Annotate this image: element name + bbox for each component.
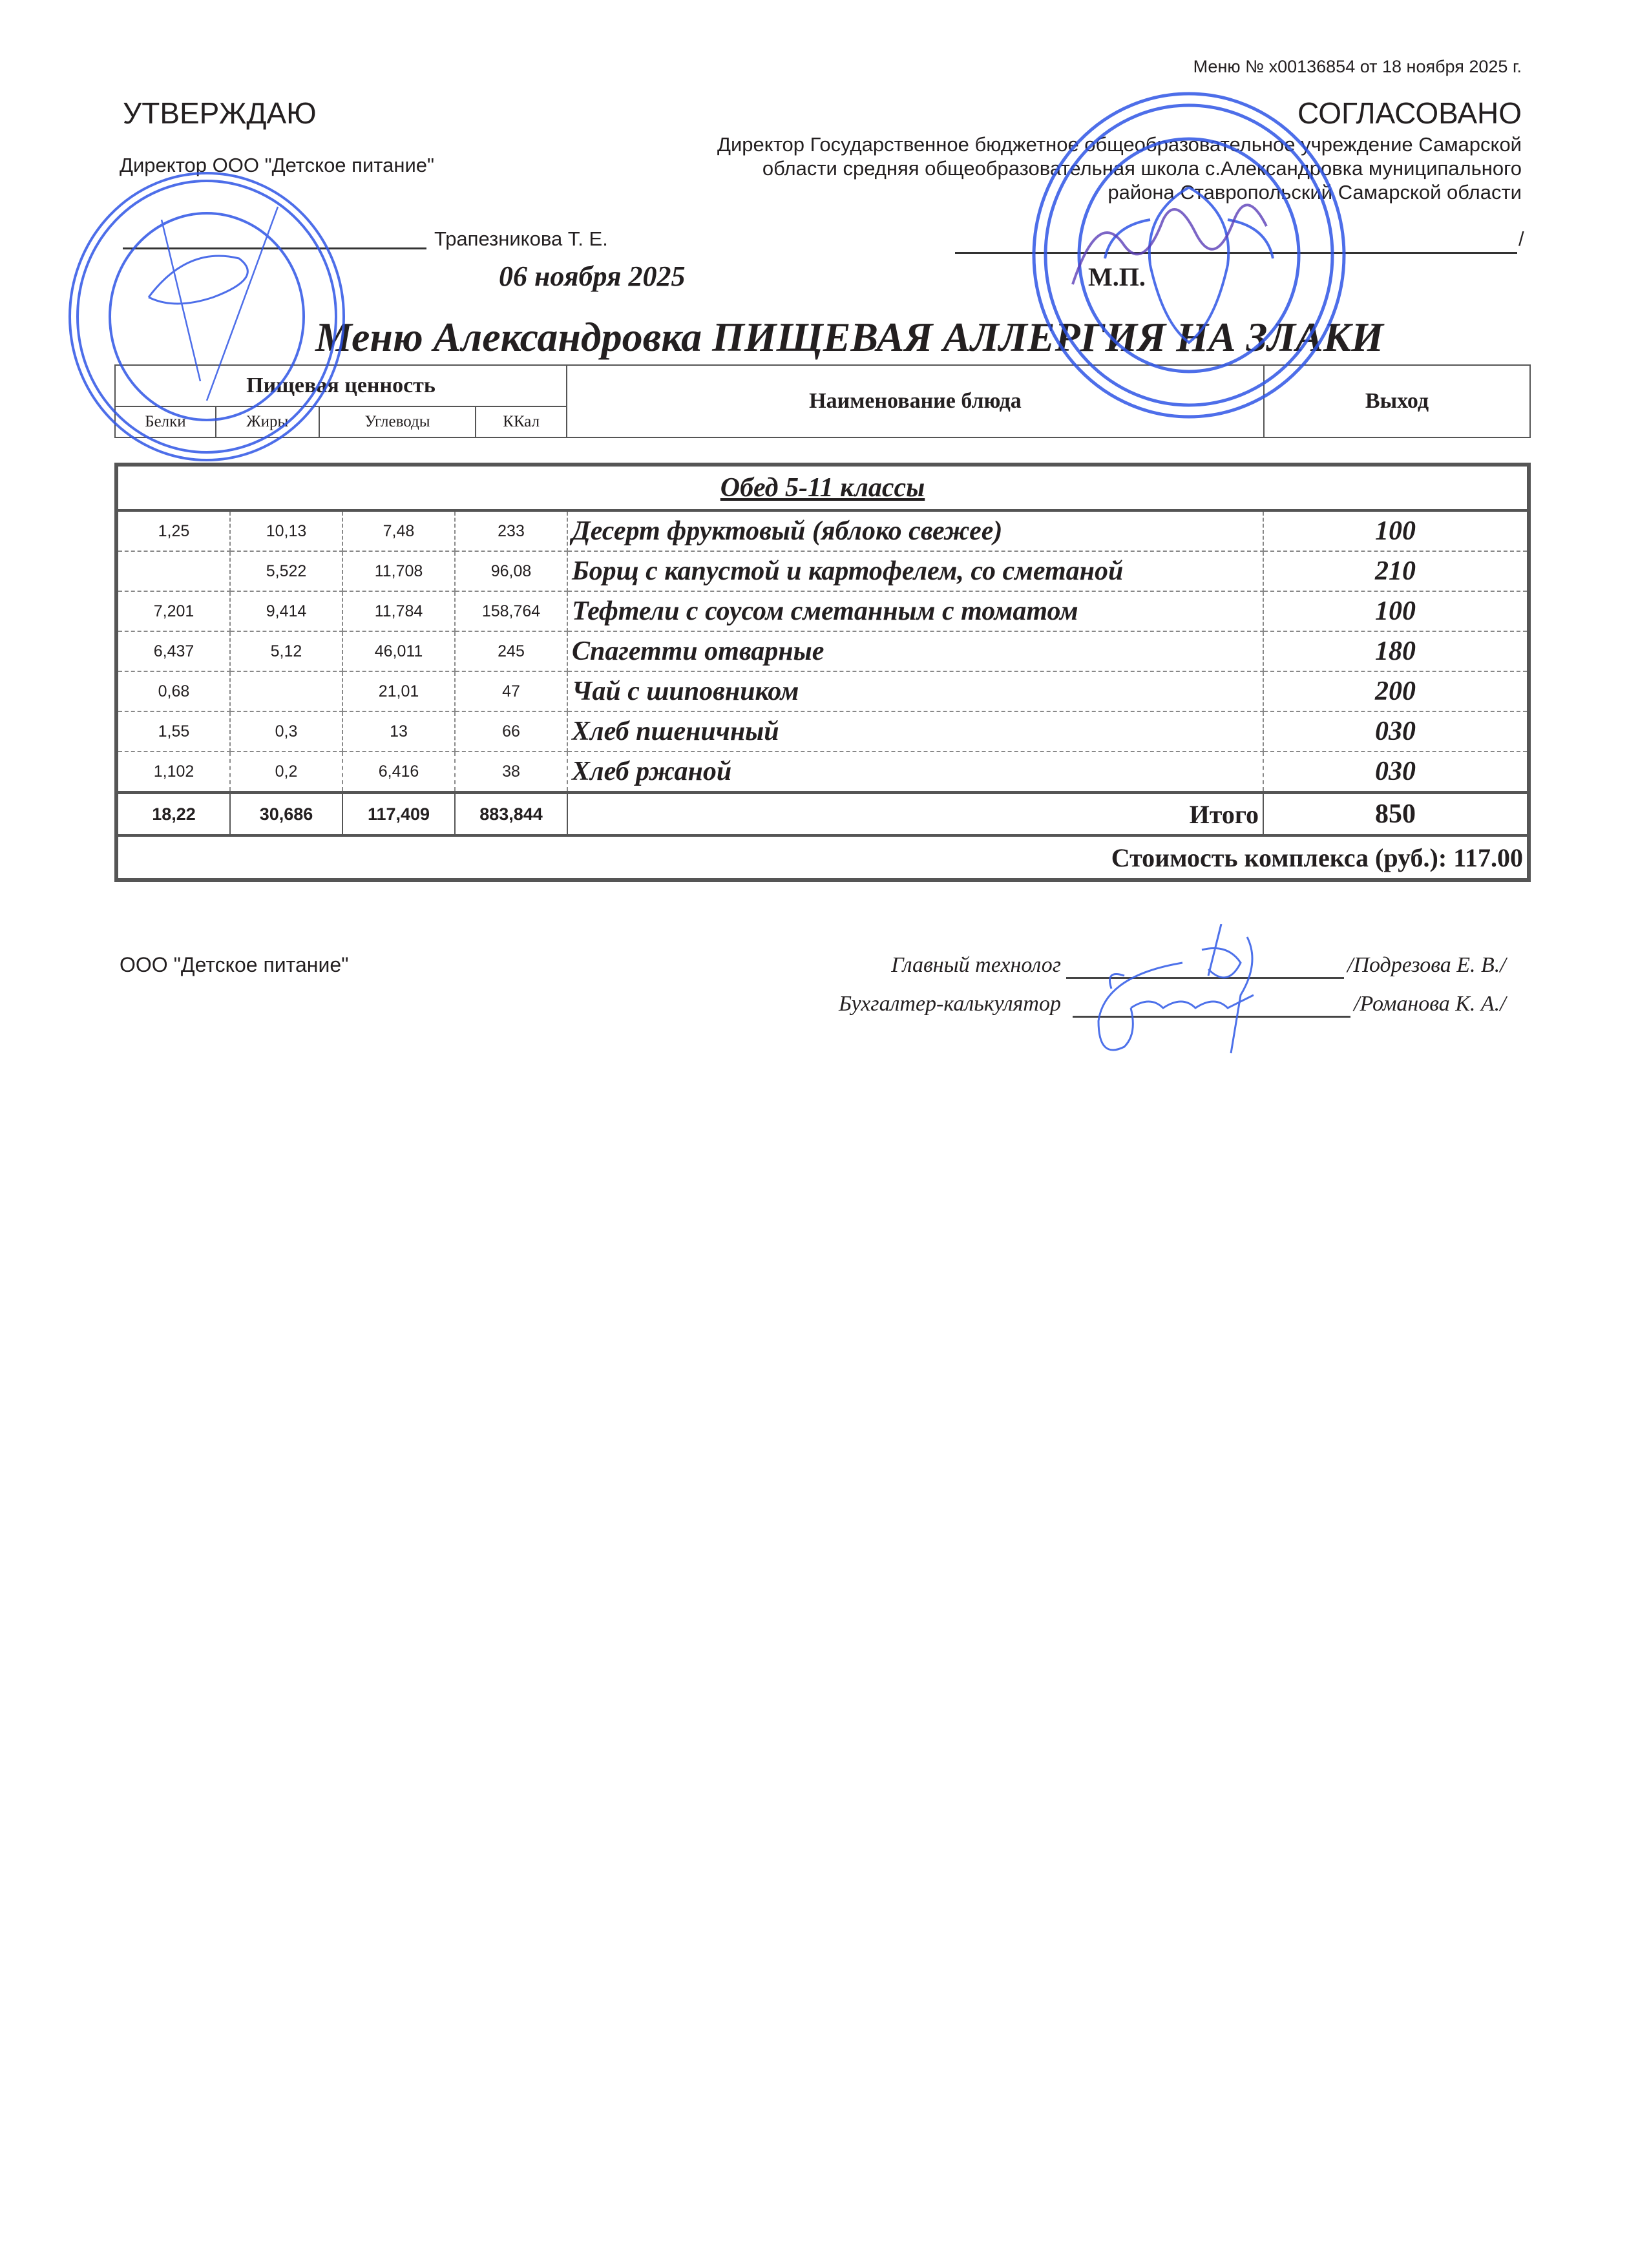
fat-header: Жиры xyxy=(216,406,319,437)
approve-label: УТВЕРЖДАЮ xyxy=(123,96,317,130)
cell-kcal: 38 xyxy=(455,751,567,793)
cell-protein: 7,201 xyxy=(116,591,230,631)
total-label: Итого xyxy=(567,793,1263,836)
cell-carbs: 13 xyxy=(342,711,455,751)
dish-output: 180 xyxy=(1263,631,1529,671)
cell-carbs: 11,708 xyxy=(342,551,455,591)
cell-fat: 0,2 xyxy=(230,751,342,793)
tech-name: /Подрезова Е. В./ xyxy=(1347,953,1506,977)
cell-protein xyxy=(116,551,230,591)
cell-kcal: 96,08 xyxy=(455,551,567,591)
total-carbs: 117,409 xyxy=(342,793,455,836)
total-kcal: 883,844 xyxy=(455,793,567,836)
cell-fat: 5,12 xyxy=(230,631,342,671)
director-right xyxy=(717,132,1522,204)
cell-kcal: 158,764 xyxy=(455,591,567,631)
page-title: Меню Александровка ПИЩЕВАЯ АЛЛЕРГИЯ НА ЗЛАКИ xyxy=(315,314,1384,360)
accountant-role: Бухгалтер-калькулятор xyxy=(838,992,1061,1016)
cell-fat: 0,3 xyxy=(230,711,342,751)
table-header xyxy=(114,364,1531,438)
cell-fat: 9,414 xyxy=(230,591,342,631)
agreed-label: СОГЛАСОВАНО xyxy=(1297,96,1522,130)
director-right-line: Директор Государственное бюджетное общеобразовательное учреждение Самарской xyxy=(717,133,1522,156)
dish-name: Тефтели с соусом сметанным с томатом xyxy=(567,591,1263,631)
cell-kcal: 245 xyxy=(455,631,567,671)
dish-output: 030 xyxy=(1263,711,1529,751)
output-header: Выход xyxy=(1264,365,1530,437)
director-right-line: района Ставропольский Самарской области xyxy=(1108,181,1522,204)
dish-header: Наименование блюда xyxy=(567,365,1264,437)
tech-role: Главный технолог xyxy=(891,953,1061,977)
seal-place-label: М.П. xyxy=(1088,262,1146,291)
cell-carbs: 6,416 xyxy=(342,751,455,793)
signer-left: Трапезникова Т. Е. xyxy=(434,227,608,250)
cell-fat: 5,522 xyxy=(230,551,342,591)
dish-name: Спагетти отварные xyxy=(567,631,1263,671)
dish-output: 100 xyxy=(1263,591,1529,631)
cell-kcal: 47 xyxy=(455,671,567,711)
menu-number: Меню № x00136854 от 18 ноября 2025 г. xyxy=(1193,57,1522,76)
nutrition-header: Пищевая ценность xyxy=(115,365,567,406)
table-row xyxy=(116,711,1529,751)
table-row xyxy=(116,631,1529,671)
dish-output: 200 xyxy=(1263,671,1529,711)
dish-name: Хлеб ржаной xyxy=(567,751,1263,793)
carbs-header: Углеводы xyxy=(319,406,476,437)
dish-name: Десерт фруктовый (яблоко свежее) xyxy=(567,510,1263,551)
complex-cost: Стоимость комплекса (руб.): 117.00 xyxy=(116,835,1529,880)
director-right-line: области средняя общеобразовательная школа с.Александровка муниципального xyxy=(762,157,1522,180)
cell-kcal: 233 xyxy=(455,510,567,551)
cell-kcal: 66 xyxy=(455,711,567,751)
cell-protein: 1,55 xyxy=(116,711,230,751)
cell-carbs: 46,011 xyxy=(342,631,455,671)
accountant-name: /Романова К. А./ xyxy=(1354,992,1506,1016)
table-row xyxy=(116,671,1529,711)
cost-row xyxy=(116,835,1529,880)
protein-header: Белки xyxy=(115,406,216,437)
signature-line-right xyxy=(955,252,1517,254)
menu-table xyxy=(114,463,1531,882)
total-output: 850 xyxy=(1263,793,1529,836)
dish-name: Борщ с капустой и картофелем, со сметаной xyxy=(567,551,1263,591)
footer-org: ООО "Детское питание" xyxy=(120,953,349,976)
table-row xyxy=(116,510,1529,551)
cell-carbs: 21,01 xyxy=(342,671,455,711)
total-fat: 30,686 xyxy=(230,793,342,836)
cell-protein: 1,102 xyxy=(116,751,230,793)
slash: / xyxy=(1518,227,1524,250)
total-protein: 18,22 xyxy=(116,793,230,836)
handwritten-signatures xyxy=(1073,924,1318,1060)
table-row xyxy=(116,751,1529,793)
kcal-header: ККал xyxy=(476,406,567,437)
table-row xyxy=(116,551,1529,591)
cell-fat: 10,13 xyxy=(230,510,342,551)
table-row xyxy=(116,591,1529,631)
approve-date: 06 ноября 2025 xyxy=(499,260,686,292)
cell-fat xyxy=(230,671,342,711)
cell-protein: 0,68 xyxy=(116,671,230,711)
dish-output: 030 xyxy=(1263,751,1529,793)
dish-name: Хлеб пшеничный xyxy=(567,711,1263,751)
dish-output: 210 xyxy=(1263,551,1529,591)
signature-line-left xyxy=(123,247,426,249)
accountant-signature-line xyxy=(1073,1016,1350,1018)
dish-output: 100 xyxy=(1263,510,1529,551)
tech-signature-line xyxy=(1066,977,1344,979)
cell-carbs: 11,784 xyxy=(342,591,455,631)
section-title: Обед 5-11 классы xyxy=(116,465,1529,510)
director-left: Директор ООО "Детское питание" xyxy=(120,154,435,176)
cell-protein: 1,25 xyxy=(116,510,230,551)
dish-name: Чай с шиповником xyxy=(567,671,1263,711)
cell-protein: 6,437 xyxy=(116,631,230,671)
total-row xyxy=(116,793,1529,836)
cell-carbs: 7,48 xyxy=(342,510,455,551)
